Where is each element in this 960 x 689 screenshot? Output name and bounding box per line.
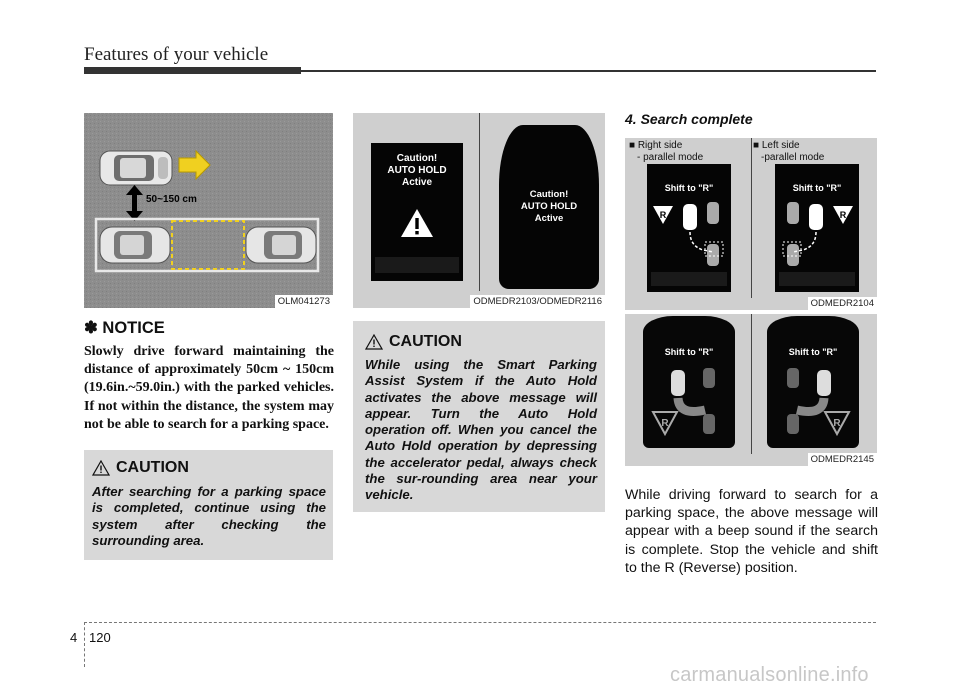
chapter-number: 4 <box>70 630 78 645</box>
watermark: carmanualsonline.info <box>670 664 869 686</box>
caution-box-search <box>84 450 333 560</box>
section-title: 4. Search complete <box>625 111 753 127</box>
parallel-right-display: Shift to "R" R <box>647 164 731 292</box>
svg-text:R: R <box>659 210 667 220</box>
caution-title: CAUTION <box>389 333 462 350</box>
right-side-label: ■ Right side <box>629 140 683 151</box>
section-body: While driving forward to search for a parking space, the above message will appear with a beep sound if the search is complete. Stop the vehicle and shift to the R (Reverse) position. <box>625 487 878 576</box>
parked-car-icon <box>100 227 170 263</box>
reverse-path-icon <box>651 200 727 270</box>
page-number: 120 <box>89 630 111 645</box>
cluster-display-right-side: Shift to "R" R <box>643 316 735 448</box>
notice-body: Slowly drive forward maintaining the distance of approximately 50cm ~ 150cm (19.6in.~59.0in.) with the parked vehicles. If not within the distance, the system may not be able to search for a parking space. <box>84 344 334 432</box>
footer-divider <box>84 622 85 667</box>
search-complete-figure: ■ Right side - parallel mode ■ Left side -parallel mode Shift to "R" R Shift to "R" R ODMEDR2104 <box>625 138 877 310</box>
caution-body: After searching for a parking space is completed, continue using the system after checking the surrounding area. <box>92 484 326 548</box>
reverse-path-icon <box>779 200 855 270</box>
figure-code: ODMEDR2145 <box>808 453 877 466</box>
svg-text:R: R <box>833 418 841 429</box>
footer-rule <box>84 622 876 623</box>
caution-box-auto-hold <box>353 321 605 512</box>
caution-title: CAUTION <box>116 459 189 476</box>
search-complete-figure-alt <box>625 314 877 466</box>
header-rule <box>301 70 876 72</box>
figure-code: OLM041273 <box>275 295 333 308</box>
header-bar <box>84 67 301 74</box>
moving-car-icon <box>100 151 172 185</box>
figure-code: ODMEDR2104 <box>808 297 877 310</box>
warning-triangle-icon <box>399 207 435 239</box>
parking-distance-figure <box>84 113 333 308</box>
notice-title: ✽ NOTICE <box>84 319 165 337</box>
auto-hold-display-figure <box>353 113 605 308</box>
parked-car-icon <box>246 227 316 263</box>
parallel-left-display: Shift to "R" R <box>775 164 859 292</box>
svg-text:R: R <box>839 210 847 220</box>
svg-text:R: R <box>661 418 669 429</box>
distance-label: 50~150 cm <box>146 194 197 205</box>
parking-distance-illustration <box>84 113 333 308</box>
left-side-label: ■ Left side <box>753 140 800 151</box>
caution-body: While using the Smart Parking Assist System if the Auto Hold activates the above message will appear. Turn the Auto Hold operation off. When you cancel the Auto Hold operation by depressing the accelerator pedal, always check the sur-rounding area near your vehicle. <box>365 357 597 503</box>
cluster-display-left: Caution! AUTO HOLD Active <box>371 143 463 281</box>
header-title: Features of your vehicle <box>84 44 269 65</box>
cluster-display-left-side: Shift to "R" R <box>767 316 859 448</box>
reverse-path-icon <box>773 364 853 442</box>
reverse-path-icon <box>649 364 729 442</box>
warning-triangle-icon <box>92 460 110 476</box>
cluster-display-right: Caution! AUTO HOLD Active <box>499 125 599 289</box>
figure-code: ODMEDR2103/ODMEDR2116 <box>470 295 605 308</box>
warning-triangle-icon <box>365 334 383 350</box>
